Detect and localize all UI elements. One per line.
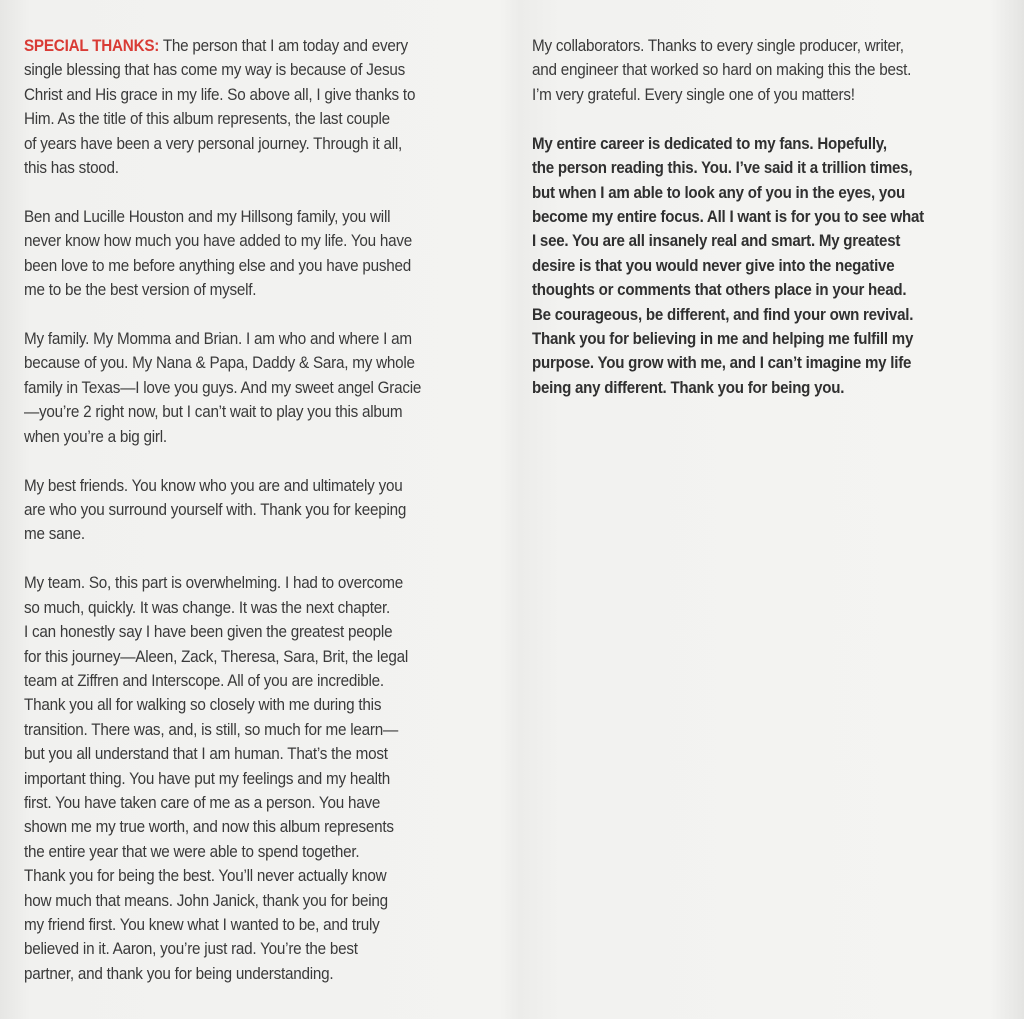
fans-paragraph: My entire career is dedicated to my fans. Hopefully, the person reading this. You. I’ve said it a trillion times, but when I am able to look any of you in the eyes, you become my entire focus. All I want is for you to see what I see. You are all insanely real and smart. My greatest desire is that you would never give into the negative thoughts or comments that others place in your head. Be courageous, be different, and find your own revival. Thank you for believing in me and helping me fulfill my purpose. You grow with me, and I can’t imagine my life being any different. Thank you for being you. xyxy=(532,134,924,397)
special-thanks-paragraph xyxy=(24,34,500,180)
right-column xyxy=(532,34,1008,425)
collaborators-paragraph: My collaborators. Thanks to every single producer, writer, and engineer that worked so hard on making this the best. I’m very grateful. Every single one of you matters! xyxy=(532,37,912,104)
team-paragraph: My team. So, this part is overwhelming. I had to overcome so much, quickly. It was change. It was the next chapter. I can honestly say I have been given the greatest people for this journey—Aleen, Zack, Theresa, Sara, Brit, the legal team at Ziffren and Interscope. All of you are incredible. Thank you all for walking so closely with me during this transition. There was, and, is still, so much for me learn— but you all understand that I am human. That’s the most important thing. You have put my feelings and my health first. You have taken care of me as a person. You have shown me my true worth, and now this album represents the entire year that we were able to spend together. Thank you for being the best. You’ll never actually know how much that means. John Janick, thank you for being my friend first. You knew what I wanted to be, and truly believed in it. Aaron, you’re just rad. You’re the best partner, and thank you for being understanding. xyxy=(24,574,408,983)
special-thanks-heading: SPECIAL THANKS: xyxy=(24,37,160,55)
best-friends-paragraph: My best friends. You know who you are and ultimately you are who you surround yourself with. Thank you for keeping me sane. xyxy=(24,476,407,544)
left-column xyxy=(24,34,502,1011)
family-paragraph: My family. My Momma and Brian. I am who and where I am because of you. My Nana & Papa, Daddy & Sara, my whole family in Texas—I love you guys. And my sweet angel Gracie —you’re 2 right now, but I can’t wait to play you this album when you’re a big girl. xyxy=(24,330,422,446)
intro-text: The person that I am today and every single blessing that has come my way is because of Jesus Christ and His grace in my life. So above all, I give thanks to Him. As the title of this album represents, the last couple of years have been a very personal journey. Through it all, this has stood. xyxy=(24,37,416,178)
hillsong-paragraph: Ben and Lucille Houston and my Hillsong family, you will never know how much you have added to my life. You have been love to me before anything else and you have pushed me to be the best version of myself. xyxy=(24,207,413,300)
